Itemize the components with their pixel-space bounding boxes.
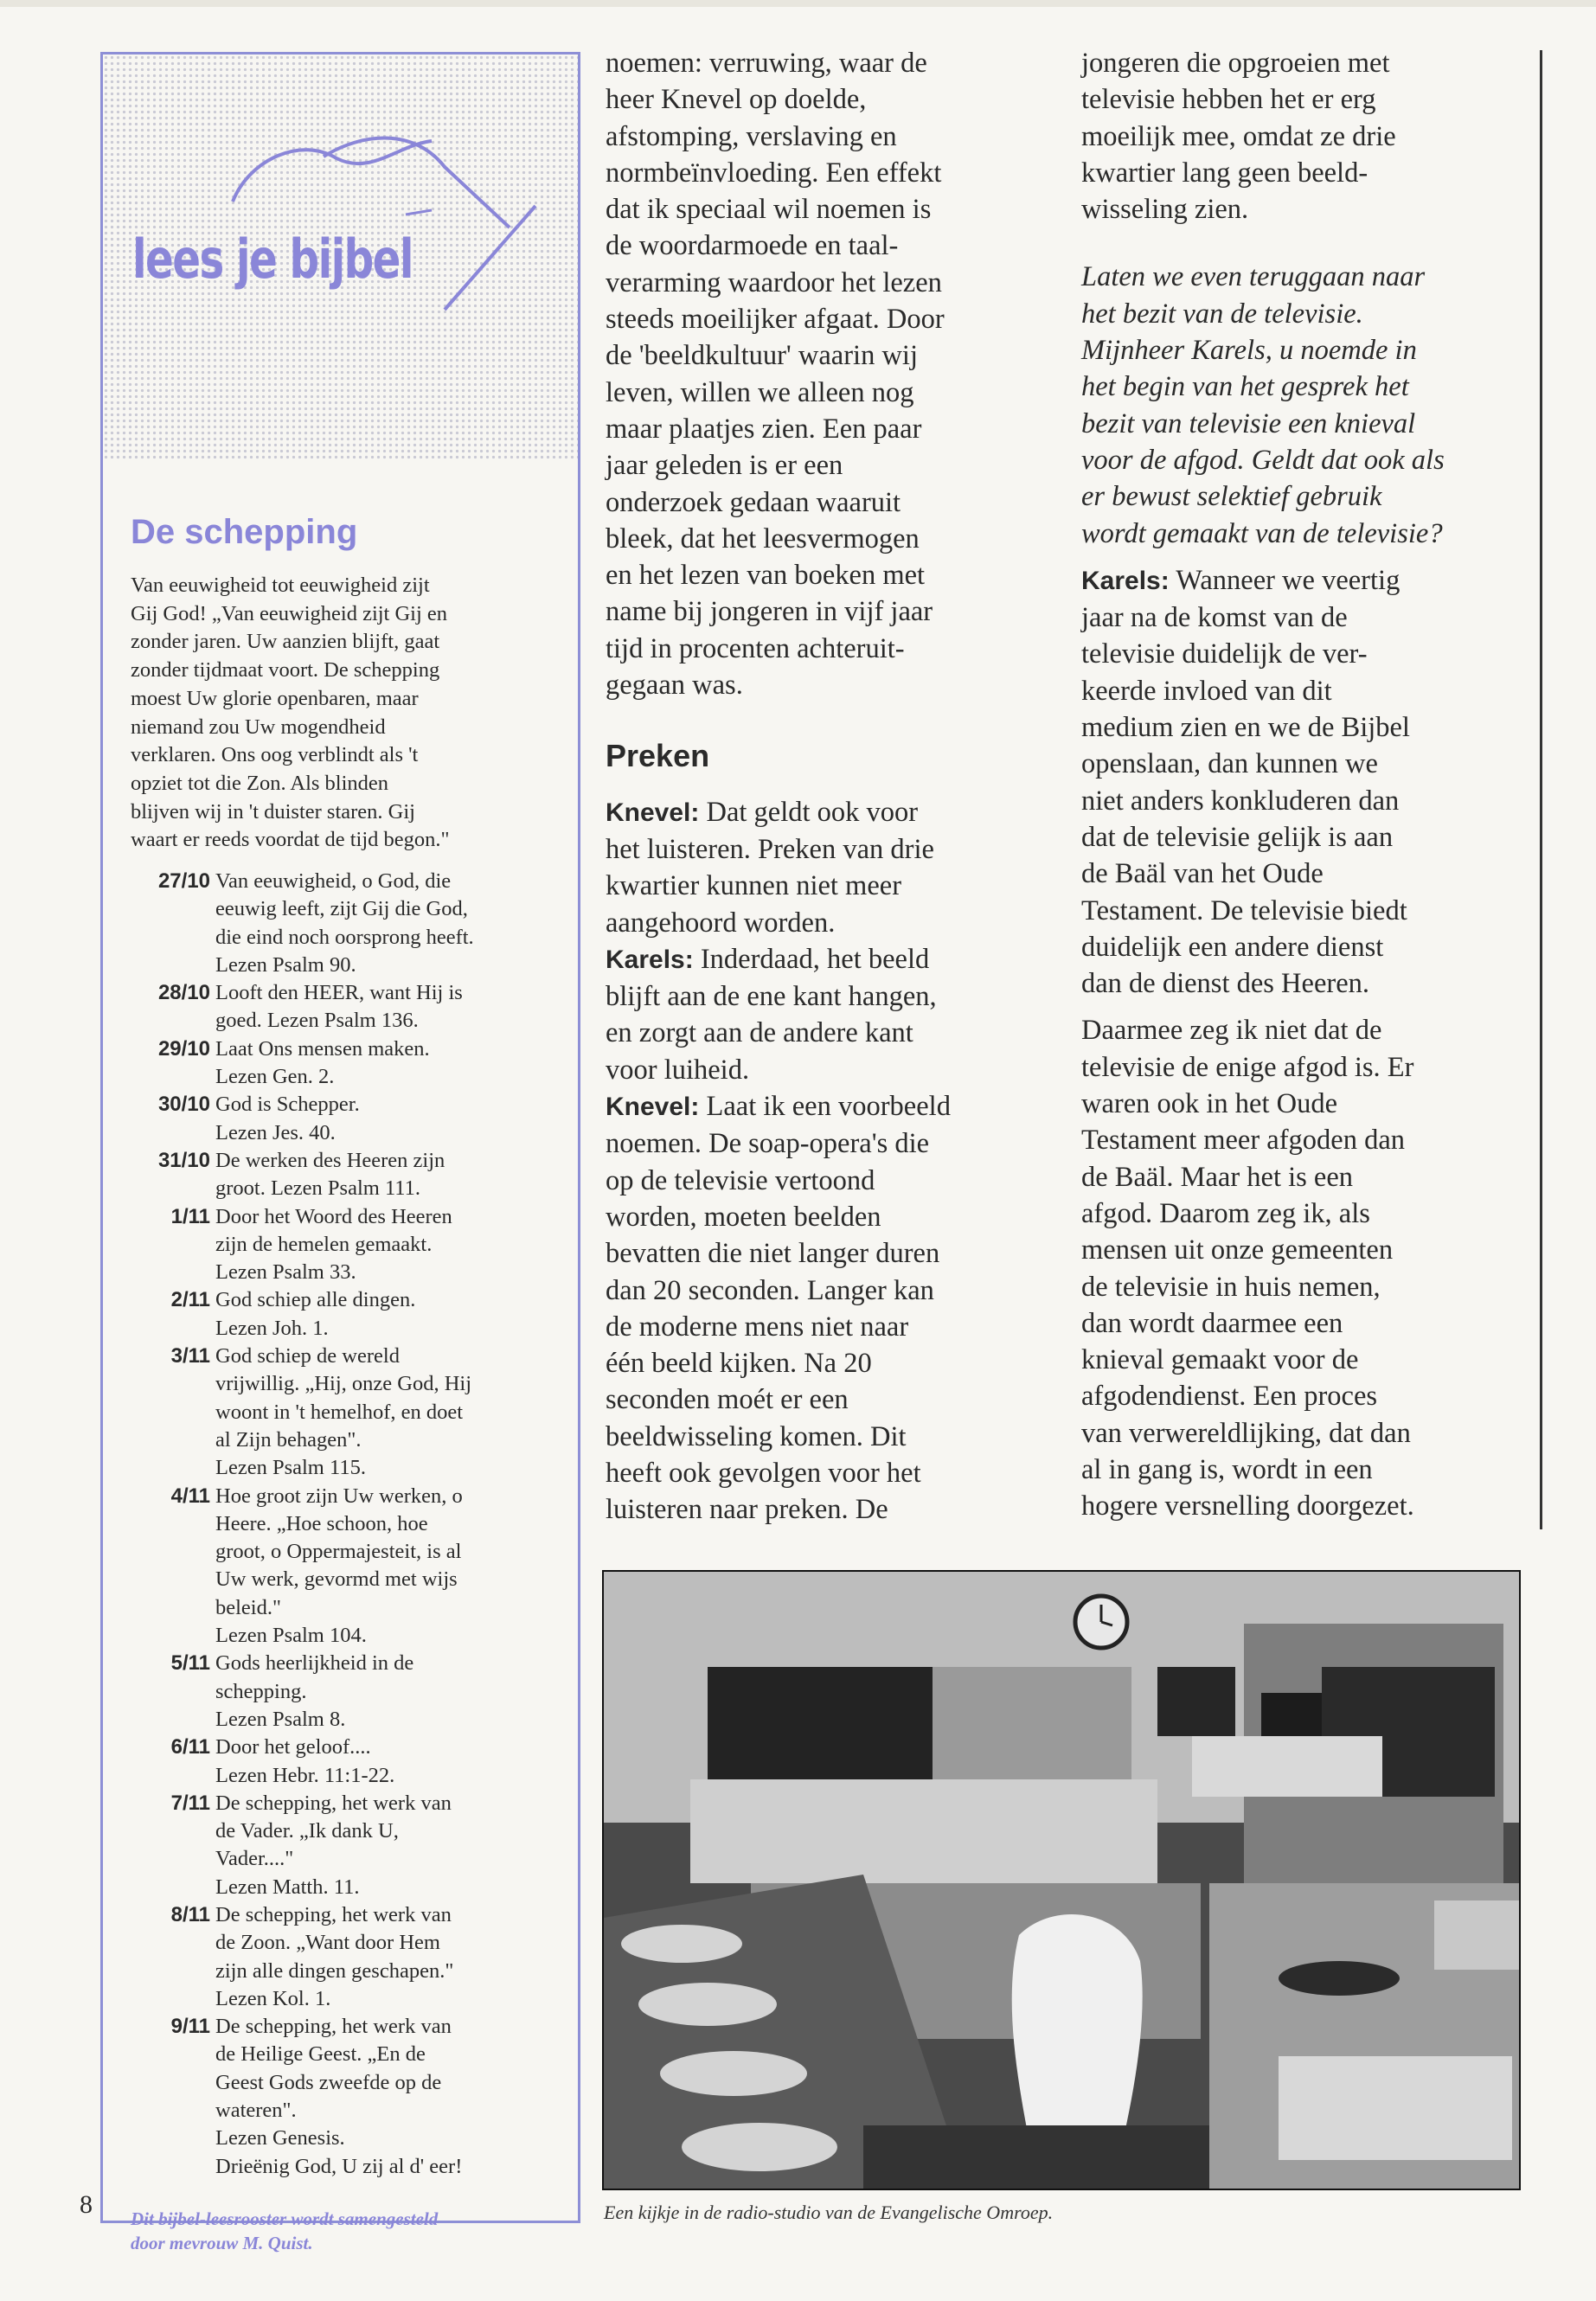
entry-date: 28/10 [157,981,210,1005]
text-line: keerde invloed van dit [1081,675,1332,707]
text-line: name bij jongeren in vijf jaar [606,596,933,628]
interview-question [1081,259,1522,551]
entry-line: beleid." [215,1595,281,1619]
text-line: afgod. Daarom zeg ik, als [1081,1197,1370,1229]
text-line: Testament meer afgoden dan [1081,1125,1406,1157]
column-rule [1540,50,1542,1529]
text-line: noemen. De soap-opera's die [606,1128,930,1160]
text-line [606,941,1038,978]
entry-line: Lezen Psalm 115. [215,1456,366,1480]
entry-date: 4/11 [170,1484,210,1508]
text-line: duidelijk een andere dienst [1081,931,1384,963]
speaker-name: Karels: [1081,566,1170,595]
entry-line: De schepping, het werk van [215,1902,452,1926]
schedule-credit: Dit bijbel-leesrooster wordt samengesteld door mevrouw M. Quist. [131,2208,439,2253]
text-line: er bewust selektief gebruik [1081,481,1382,513]
schedule-entry [131,1650,572,1734]
text-line: bezit van televisie een knieval [1081,407,1416,439]
entry-text [215,1650,572,1734]
text-line: verarming waardoor het lezen [606,266,942,298]
text-line: heeft ook gevolgen voor het [606,1457,921,1489]
logo-area [103,54,578,461]
schedule-entry [131,1035,572,1092]
text-line: wisseling zien. [1081,194,1249,226]
entry-line: groot. Lezen Psalm 111. [215,1176,421,1201]
text-fragment: Inderdaad, het beeld [700,943,930,975]
text-line: afgodendienst. Een proces [1081,1381,1378,1413]
article-column-3 [1081,45,1522,1525]
page-edge [0,0,1596,7]
text-line: mensen uit onze gemeenten [1081,1234,1394,1266]
entry-line: Lezen Psalm 90. [215,952,356,977]
text-line: afstomping, verslaving en [606,120,897,152]
entry-text [215,1790,572,1901]
entry-date: 29/10 [157,1036,210,1061]
entry-text [215,1147,572,1203]
text-line: Testament. De televisie biedt [1081,894,1407,926]
entry-text [215,1035,572,1092]
text-line: Mijnheer Karels, u noemde in [1081,335,1417,367]
text-line: niet anders konkluderen dan [1081,785,1400,817]
text-line: het begin van het gesprek het [1081,371,1409,403]
schedule-entry [131,1734,572,1790]
entry-date: 6/11 [170,1735,210,1759]
speaker-name: Knevel: [606,798,700,827]
entry-line: wateren". [215,2099,297,2123]
entry-line: Uw werk, gevormd met wijs [215,1567,458,1592]
entry-date: 2/11 [170,1288,210,1312]
text-line: dan de dienst des Heeren. [1081,968,1369,1000]
entry-text [215,1286,572,1343]
text-line: het bezit van de televisie. [1081,298,1363,330]
schedule-entry [131,1483,572,1650]
text-line: dat ik speciaal wil noemen is [606,194,932,226]
entry-line: vrijwillig. „Hij, onze God, Hij [215,1372,471,1396]
text-line: beeldwisseling komen. Dit [606,1420,907,1452]
entry-line: Lezen Kol. 1. [215,1986,331,2010]
text-line: de 'beeldkultuur' waarin wij [606,340,918,372]
entry-line: Lezen Gen. 2. [215,1065,335,1089]
text-line: de Baäl van het Oude [1081,858,1324,890]
entry-line: Lezen Psalm 33. [215,1260,356,1285]
entry-line: Heere. „Hoe schoon, hoe [215,1511,428,1535]
text-line: seconden moét er een [606,1384,849,1416]
entry-line: zijn de hemelen gemaakt. [215,1232,433,1256]
entry-text [215,1091,572,1147]
article-column-2 [606,45,1038,1529]
paragraph [1081,45,1522,228]
entry-line: Lezen Matth. 11. [215,1875,360,1899]
text-line: wordt gemaakt van de televisie? [1081,517,1443,549]
text-line: openslaan, dan kunnen we [1081,748,1378,780]
entry-text [215,1734,572,1790]
entry-line: al Zijn behagen". [215,1427,362,1452]
entry-line: die eind noch oorsprong heeft. [215,925,474,949]
entry-line: Door het Woord des Heeren [215,1204,452,1228]
schedule-entries [131,868,572,2181]
entry-line: zijn alle dingen geschapen." [215,1958,454,1983]
schedule-heading: De schepping [131,513,358,551]
schedule-entry [131,1901,572,2013]
text-line: onderzoek gedaan waaruit [606,486,901,518]
entry-line: de Zoon. „Want door Hem [215,1931,440,1955]
paragraph-karels-2 [1081,562,1522,1003]
text-line: tijd in procenten achteruit- [606,632,905,664]
text-fragment: Wanneer we veertig [1176,564,1401,596]
entry-line: Looft den HEER, want Hij is [215,981,463,1005]
text-line: jongeren die opgroeien met [1081,48,1390,79]
text-line: het luisteren. Preken van drie [606,833,934,865]
text-line: van verwereldlijking, dat dan [1081,1417,1411,1449]
entry-line: de Vader. „Ik dank U, [215,1819,399,1843]
entry-line: God schiep de wereld [215,1344,400,1368]
text-line [1081,562,1522,599]
text-line: voor de afgod. Geldt dat ook als [1081,444,1445,476]
entry-line: Van eeuwigheid, o God, die [215,869,452,893]
entry-date: 9/11 [170,2015,210,2039]
text-line: bleek, dat het leesvermogen [606,522,920,554]
entry-line: de Heilige Geest. „En de [215,2042,426,2067]
schedule-intro: Van eeuwigheid tot eeuwigheid zijt Gij God! „Van eeuwigheid zijt Gij en zonder jaren. Uw aanzien blijft, gaat zonder tijdmaat voort. De schepping moest Uw glorie openbaren, maar niemand zou Uw mogendheid verklaren. Ons oog verblindt als 't opziet tot die Zon. Als blinden blijven wij in 't duister staren. Gij waart er reeds voordat de tijd begon." [131,574,450,852]
text-line: Laten we even teruggaan naar [1081,261,1426,293]
text-line: al in gang is, wordt in een [1081,1453,1373,1485]
text-line: televisie de enige afgod is. Er [1081,1051,1414,1083]
entry-line: Lezen Joh. 1. [215,1316,329,1340]
text-line: leven, willen we alleen nog [606,376,914,408]
text-line [606,794,1038,831]
entry-text [215,979,572,1035]
text-line: medium zien en we de Bijbel [1081,712,1410,744]
schedule-entry [131,1790,572,1901]
text-line: jaar na de komst van de [1081,602,1348,634]
text-line: waren ook in het Oude [1081,1088,1338,1120]
entry-date: 7/11 [170,1791,210,1815]
text-line: televisie hebben het er erg [1081,84,1376,116]
text-line: dat de televisie gelijk is aan [1081,821,1394,853]
text-line: de woordarmoede en taal- [606,230,899,262]
text-line: heer Knevel op doelde, [606,84,867,116]
text-line: noemen: verruwing, waar de [606,48,927,79]
entry-date: 1/11 [170,1204,210,1228]
entry-line: Gods heerlijkheid in de [215,1651,414,1676]
text-line [606,1088,1038,1125]
text-line: kwartier lang geen beeld- [1081,157,1368,189]
entry-text [215,1901,572,2013]
entry-line: Lezen Psalm 8. [215,1707,346,1731]
text-line: de moderne mens niet naar [606,1311,909,1343]
speaker-name: Knevel: [606,1093,700,1122]
entry-text [215,2013,572,2181]
schedule-entry [131,1286,572,1343]
text-fragment: Dat geldt ook voor [706,796,919,828]
schedule-entry [131,1147,572,1203]
entry-line: Door het geloof.... [215,1735,371,1759]
text-line: en het lezen van boeken met [606,560,926,592]
text-line: moeilijk mee, omdat ze drie [1081,120,1396,152]
entry-line: De schepping, het werk van [215,1791,452,1815]
schedule-entry [131,1343,572,1482]
text-line: normbeïnvloeding. Een effekt [606,157,942,189]
entry-line: De werken des Heeren zijn [215,1148,445,1172]
schedule-entry [131,1203,572,1287]
paragraph [1081,1012,1522,1524]
text-line: hogere versnelling doorgezet. [1081,1490,1414,1522]
paragraph-knevel-2 [606,1088,1038,1529]
text-line: aangehoord worden. [606,907,836,939]
entry-line: Drieënig God, U zij al d' eer! [215,2154,463,2178]
entry-date: 27/10 [157,869,210,893]
entry-line: eeuwig leeft, zijt Gij die God, [215,897,468,921]
text-line: jaar geleden is er een [606,450,843,482]
entry-line: God is Schepper. [215,1093,360,1117]
text-line: de Baäl. Maar het is een [1081,1161,1354,1193]
entry-line: Hoe groot zijn Uw werken, o [215,1484,463,1508]
text-line: worden, moeten beelden [606,1201,881,1233]
paragraph-knevel-1 [606,794,1038,941]
text-line: op de televisie vertoond [606,1164,875,1196]
text-line: de televisie in huis nemen, [1081,1271,1381,1303]
text-line: televisie duidelijk de ver- [1081,638,1368,670]
text-line: kwartier kunnen niet meer [606,870,902,902]
entry-line: Lezen Psalm 104. [215,1624,367,1648]
paragraph-karels-1 [606,941,1038,1088]
page-number: 8 [80,2190,93,2219]
text-line: maar plaatjes zien. Een paar [606,413,922,445]
radio-studio-image [604,1572,1519,2189]
entry-date: 3/11 [170,1344,210,1368]
entry-line: groot, o Oppermajesteit, is al [215,1540,462,1564]
entry-text [215,1343,572,1482]
text-line: blijft aan de ene kant hangen, [606,981,937,1013]
entry-line: Lezen Hebr. 11:1-22. [215,1763,395,1787]
entry-text [215,868,572,979]
schedule-entry [131,1091,572,1147]
logo-text: lees je bijbel [132,228,413,291]
entry-text [215,1483,572,1650]
text-line: dan wordt daarmee een [1081,1307,1343,1339]
text-line: dan 20 seconden. Langer kan [606,1274,934,1306]
text-line: en zorgt aan de andere kant [606,1017,913,1049]
entry-line: Geest Gods zweefde op de [215,2070,442,2094]
schedule-entry [131,979,572,1035]
entry-line: De schepping, het werk van [215,2015,452,2039]
text-line: één beeld kijken. Na 20 [606,1348,872,1380]
entry-line: schepping. [215,1679,307,1703]
entry-date: 31/10 [157,1148,210,1172]
section-heading: Preken [606,738,710,774]
entry-line: Lezen Jes. 40. [215,1120,336,1144]
text-line: steeds moeilijker afgaat. Door [606,304,945,336]
text-line: Daarmee zeg ik niet dat de [1081,1015,1382,1047]
text-line: knieval gemaakt voor de [1081,1344,1359,1376]
entry-text [215,1203,572,1287]
entry-line: woont in 't hemelhof, en doet [215,1400,464,1424]
reading-schedule-box [100,52,580,2253]
schedule-entry [131,2013,572,2181]
photo-caption: Een kijkje in de radio-studio van de Evangelische Omroep. [604,2202,1054,2223]
entry-date: 8/11 [170,1902,210,1926]
entry-line: God schiep alle dingen. [215,1288,416,1312]
text-line: voor luiheid. [606,1054,750,1086]
entry-date: 5/11 [170,1651,210,1676]
schedule-entry [131,868,572,979]
entry-line: Vader...." [215,1847,294,1871]
paragraph [606,45,1038,703]
text-line: bevatten die niet langer duren [606,1238,940,1270]
entry-line: goed. Lezen Psalm 136. [215,1009,419,1033]
text-line: luisteren naar preken. De [606,1494,888,1526]
entry-line: Lezen Genesis. [215,2126,345,2150]
entry-line: Laat Ons mensen maken. [215,1036,430,1061]
studio-photo [602,1570,1521,2190]
text-fragment: Laat ik een voorbeeld [706,1091,951,1123]
entry-date: 30/10 [157,1093,210,1117]
speaker-name: Karels: [606,945,694,974]
text-line: gegaan was. [606,670,743,702]
